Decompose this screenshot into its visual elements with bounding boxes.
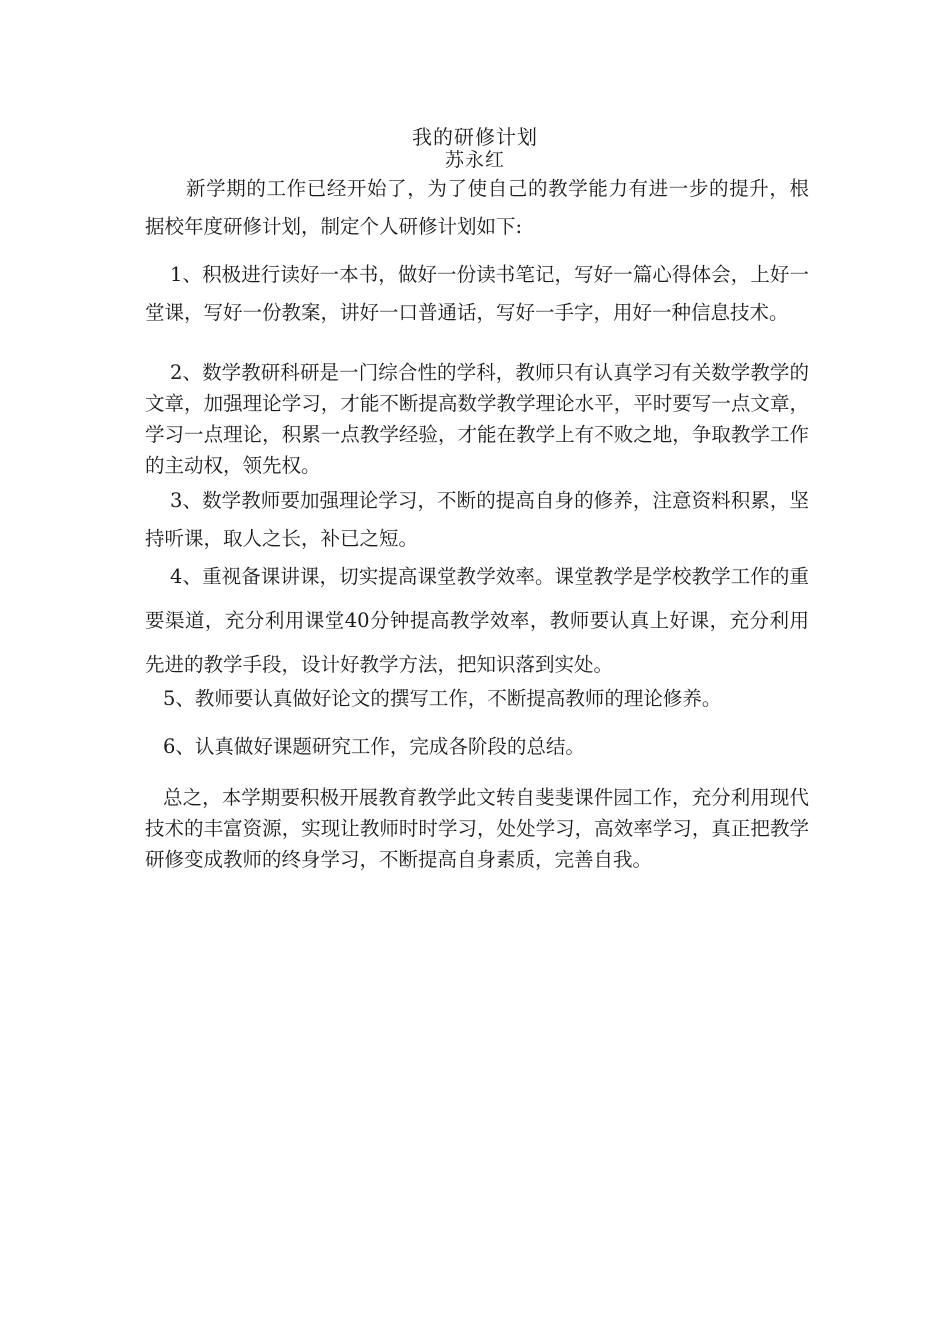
document-author: 苏永红 [444,149,505,171]
paragraph-item-3: 3、数学教师要加强理论学习，不断的提高自身的修养，注意资料积累，坚持听课，取人之长，补已之短。 [145,489,809,550]
paragraph-item-4: 4、重视备课讲课，切实提高课堂教学效率。课堂教学是学校教学工作的重要渠道，充分利用课堂40分钟提高教学效率，教师要认真上好课，充分利用先进的教学手段，设计好教学方法，把知识落到实处。 [145,565,809,676]
paragraph-item-2: 2、数学教研科研是一门综合性的学科，教师只有认真学习有关数学教学的文章，加强理论学习，才能不断提高数学教学理论水平，平时要写一点文章，学习一点理论，积累一点教学经验，才能在教学上有不败之地，争取教学工作的主动权，领先权。 [145,361,809,477]
paragraph-intro: 新学期的工作已经开始了，为了使自己的教学能力有进一步的提升，根据校年度研修计划，制定个人研修计划如下: [145,177,809,238]
document-title: 我的研修计划 [412,125,538,149]
paragraph-item-6: 6、认真做好课题研究工作，完成各阶段的总结。 [163,735,585,758]
paragraph-summary: 总之，本学期要积极开展教育教学此文转自斐斐课件园工作，充分利用现代技术的丰富资源，实现让教师时时学习，处处学习，高效率学习，真正把教学研修变成教师的终身学习，不断提高自身素质，完善自我。 [145,786,809,871]
paragraph-item-5: 5、教师要认真做好论文的撰写工作，不断提高教师的理论修养。 [163,687,722,710]
paragraph-item-1: 1、积极进行读好一本书，做好一份读书笔记，写好一篇心得体会，上好一堂课，写好一份教案，讲好一口普通话，写好一手字，用好一种信息技术。 [145,263,809,324]
